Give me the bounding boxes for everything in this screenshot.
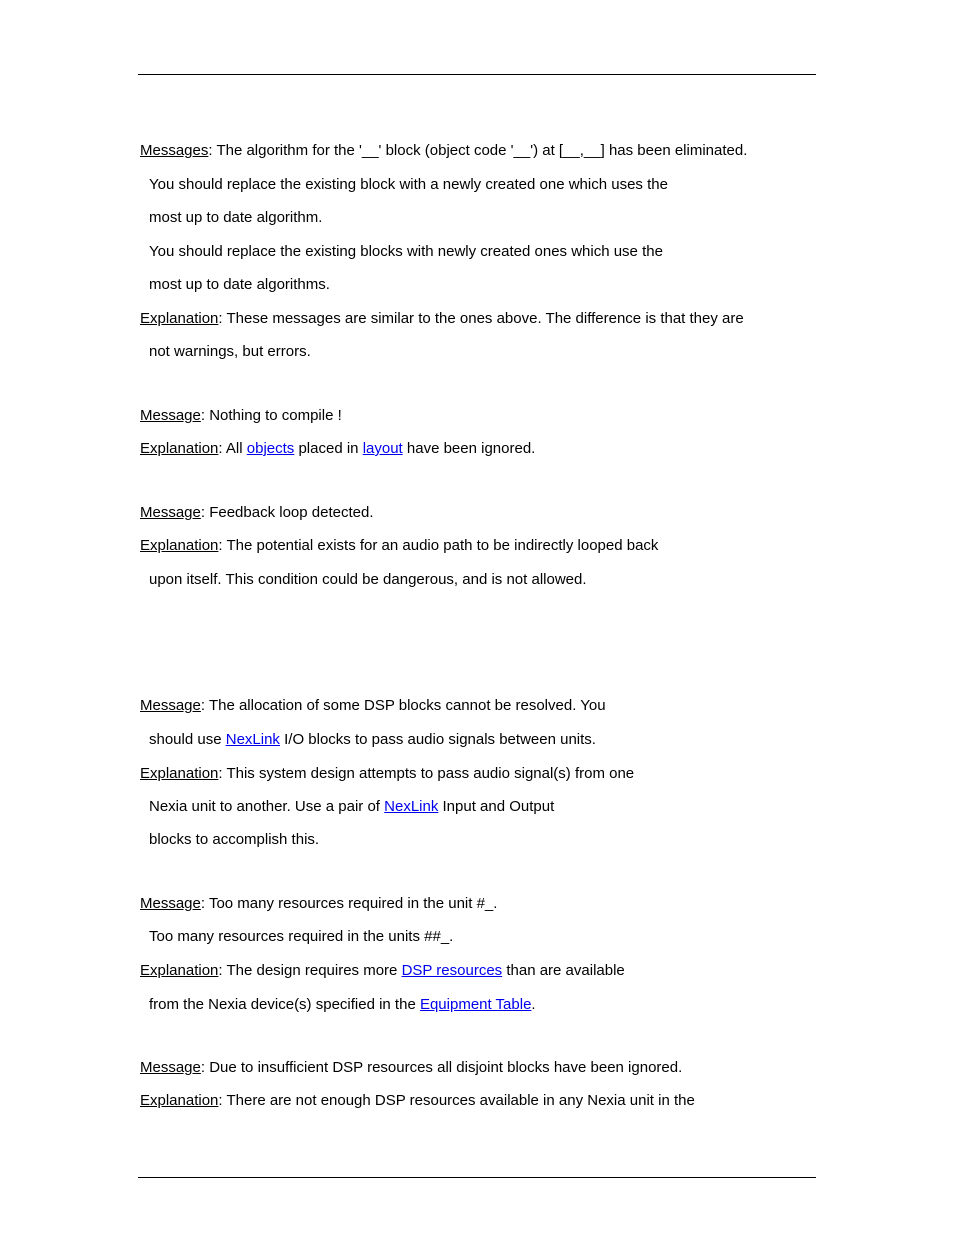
message-line [140,504,374,522]
message-line [140,1059,682,1077]
message-text: : Nothing to compile ! [200,407,342,424]
explanation-text: : There are not enough DSP resources available in any Nexia unit in the [218,1092,695,1109]
nexlink-link[interactable]: NexLink [225,731,280,748]
messages-label: Messages [140,142,209,159]
message-text: most up to date algorithm. [149,209,323,226]
explanation-line [140,765,634,783]
message-line [140,895,497,913]
explanation-label: Explanation [140,1092,219,1109]
message-label: Message [140,407,201,424]
explanation-text: : All [218,440,247,457]
explanation-text: : This system design attempts to pass audio signal(s) from one [218,765,635,782]
message-text: : The algorithm for the '__' block (object code '__') at [__,__] has been eliminated. [208,142,748,159]
message-line [149,731,596,749]
explanation-text: : The design requires more [218,962,402,979]
header-rule [138,74,816,75]
explanation-label: Explanation [140,962,219,979]
explanation-line [140,440,535,458]
message-text: Too many resources required in the units ##_. [149,928,454,945]
message-line [140,142,747,160]
message-label: Message [140,697,201,714]
message-text: : Too many resources required in the unit #_. [200,895,498,912]
explanation-text: : The potential exists for an audio path to be indirectly looped back [218,537,659,554]
message-text: I/O blocks to pass audio signals between units. [279,731,596,748]
message-text: should use [149,731,226,748]
explanation-text: not warnings, but errors. [149,343,311,360]
layout-link[interactable]: layout [362,440,403,457]
equipment-table-link[interactable]: Equipment Table [419,996,532,1013]
explanation-line [140,537,658,555]
message-line [140,407,342,425]
explanation-text: have been ignored. [402,440,536,457]
nexlink-link[interactable]: NexLink [384,798,439,815]
explanation-label: Explanation [140,537,219,554]
message-text: most up to date algorithms. [149,276,330,293]
explanation-line [149,798,554,816]
explanation-line [140,962,625,980]
explanation-text: . [531,996,536,1013]
explanation-text: than are available [502,962,625,979]
message-text: You should replace the existing block with a newly created one which uses the [149,176,668,193]
message-text: You should replace the existing blocks with newly created ones which use the [149,243,663,260]
message-text: : The allocation of some DSP blocks cannot be resolved. You [200,697,606,714]
explanation-line [149,996,536,1014]
explanation-text: from the Nexia device(s) specified in the [149,996,420,1013]
explanation-text: placed in [294,440,363,457]
explanation-line [140,1092,695,1110]
dsp-resources-link[interactable]: DSP resources [401,962,503,979]
explanation-label: Explanation [140,765,219,782]
explanation-text: blocks to accomplish this. [149,831,320,848]
explanation-line [140,310,744,328]
footer-rule [138,1177,816,1178]
objects-link[interactable]: objects [246,440,295,457]
message-line [140,697,606,715]
explanation-label: Explanation [140,440,219,457]
message-label: Message [140,895,201,912]
explanation-text: Nexia unit to another. Use a pair of [149,798,385,815]
explanation-label: Explanation [140,310,219,327]
explanation-text: upon itself. This condition could be dangerous, and is not allowed. [149,571,587,588]
message-text: : Due to insufficient DSP resources all disjoint blocks have been ignored. [200,1059,683,1076]
message-text: : Feedback loop detected. [200,504,374,521]
explanation-text: Input and Output [438,798,555,815]
message-label: Message [140,504,201,521]
explanation-text: : These messages are similar to the ones above. The difference is that they are [218,310,744,327]
message-label: Message [140,1059,201,1076]
